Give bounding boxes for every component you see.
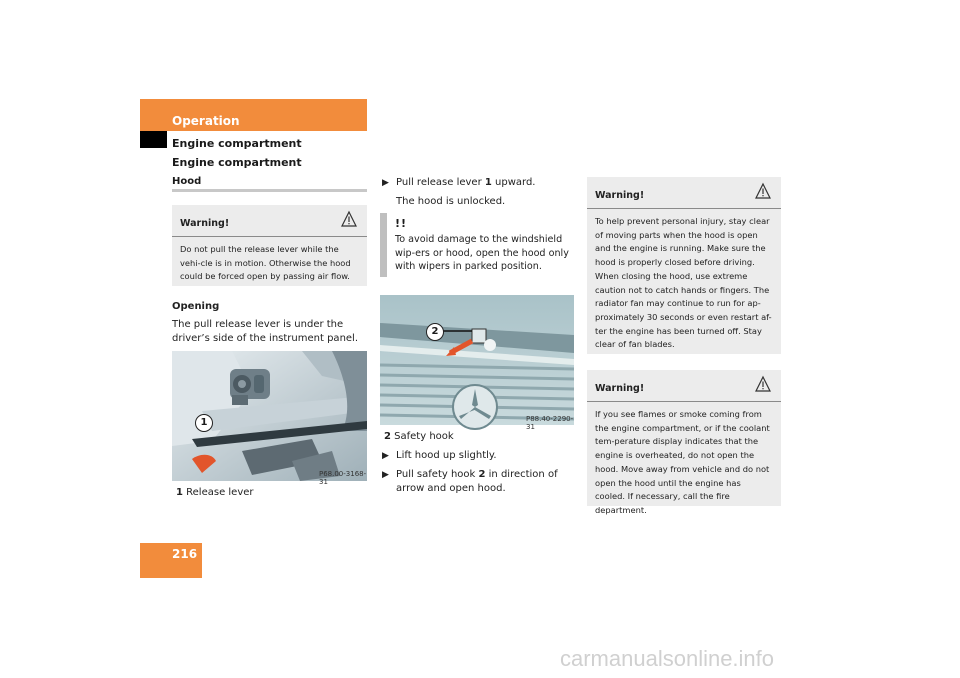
opening-text: The pull release lever is under the driver’s side of the instrument panel. [172,319,359,344]
warning-title: Warning! [180,218,230,229]
step-text-end: in direction of arrow and open hood. [396,469,558,494]
section-tab-marker [140,131,167,148]
step-ref: 2 [478,469,486,480]
photo-code: P68.00-3168-31 [319,470,367,486]
page-number-badge [140,543,202,578]
watermark[interactable]: carmanualsonline.info [560,646,775,671]
bullet-arrow-icon: ▶ [382,470,389,480]
step-text: Pull safety hook [396,469,479,480]
safety-hook-photo [380,295,574,431]
step-pull-hook [382,468,577,496]
warning-text: To help prevent personal injury, stay clear of moving parts when the hood is open and the engine is running. Make sure the hood is properly closed before driving. When closing the hood, use extreme caution not to catch hands or fingers. The radiator fan may continue to run for ap-proximately 30 seconds or even restart af-ter the engine has been turned off. Stay clear of fan blades. [595,216,772,350]
warning-box-lever [172,205,367,286]
chapter-heading: Engine compartment [172,137,302,150]
warning-text: If you see flames or smoke coming from the engine compartment, or if the coolant tem-perature display indicates that the engine is overheated, do not open the hood. Move away from vehicle and do not open the hood until the engine has cooled. If necessary, call the fire department. [595,409,770,515]
hood-title: Hood [172,176,202,187]
note-text: To avoid damage to the windshield wip-ers or hood, open the hood only with wipers in parked position. [395,234,569,272]
warning-triangle-icon [755,376,771,392]
caption-number: 2 [384,431,391,442]
release-lever-photo [172,351,367,486]
warning-triangle-icon [341,211,357,227]
title-rule [172,189,367,192]
bullet-arrow-icon: ▶ [382,178,389,188]
caption-text: Safety hook [394,431,454,442]
note-bar [380,213,387,277]
step-text: Pull release lever [396,177,485,188]
caption-safety-hook [384,430,454,444]
section-title: Operation [172,114,240,128]
step-pull-lever [382,176,535,190]
section-header [140,99,367,131]
caption-text: Release lever [186,487,254,498]
step-result: The hood is unlocked. [396,196,506,207]
caption-number: 1 [176,487,183,498]
callout-2: 2 [426,323,444,341]
bullet-arrow-icon: ▶ [382,451,389,461]
safety-hook-illustration [380,295,574,425]
step-text: Lift hood up slightly. [396,450,497,461]
step-lift-hood [382,449,497,463]
photo-code: P88.40-2290-31 [526,415,574,431]
caption-release-lever [176,486,254,500]
step-text-end: upward. [491,177,536,188]
warning-triangle-icon [755,183,771,199]
note-box [380,213,574,277]
page-number: 216 [172,547,198,561]
callout-1: 1 [195,414,213,432]
warning-box-fire [587,370,781,515]
note-icon: !! [395,217,408,230]
warning-box-moving-parts [587,177,781,354]
warning-text: Do not pull the release lever while the vehi-cle is in motion. Otherwise the hood could be forced open by passing air flow. [180,244,351,282]
step-ref: 1 [484,177,492,188]
warning-title: Warning! [595,383,645,394]
topic-heading: Engine compartment [172,156,302,169]
warning-title: Warning! [595,190,645,201]
opening-title: Opening [172,301,220,312]
